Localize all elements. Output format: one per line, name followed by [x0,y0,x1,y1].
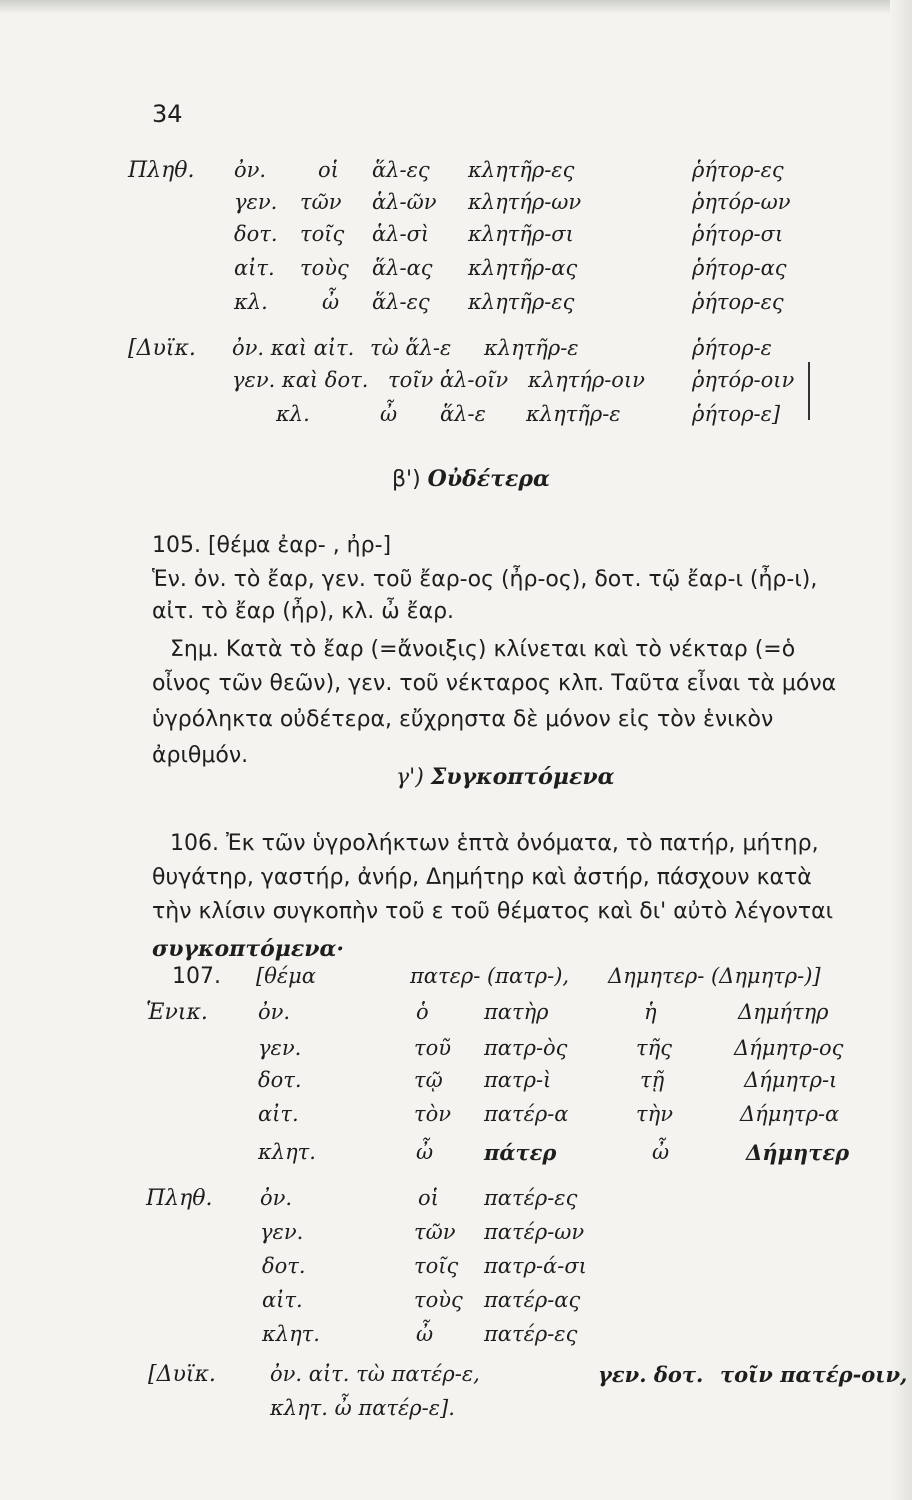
form-kleter: κλητῆρ-ες [468,290,575,314]
plural-label: Πληθ. [128,158,195,183]
case-label: αἰτ. [234,256,275,280]
form-hals: ἅλ-ες [372,158,430,182]
article: τοῖς [300,222,345,246]
case-label: ὀν. [260,1186,293,1210]
article: οἱ [318,158,339,182]
case-label: γεν. [258,1036,302,1060]
form-hals: τὼ ἅλ-ε [370,336,452,360]
article-fem: τὴν [636,1102,673,1126]
form-rhetor: ῥήτορ-ας [692,256,787,280]
case-label: αἰτ. [258,1102,299,1126]
article: ὦ [416,1322,434,1346]
case-label: ὀν. [234,158,267,182]
form-pater: πατρ-ὶ [484,1068,552,1092]
form-kleter: κλητήρ-ων [468,190,582,214]
dual-line: ὀν. αἰτ. τὼ πατέρ-ε, [270,1362,480,1386]
form-pater: πατέρ-α [484,1102,569,1126]
case-label: κλητ. [258,1140,316,1164]
stem-pater: πατερ- (πατρ-), [410,964,570,988]
text-line: 106. Ἐκ τῶν ὑγρολήκτων ἑπτὰ ὀνόματα, τὸ πατήρ, μήτηρ, [170,831,819,856]
form-hals: τοῖν ἁλ-οῖν [388,368,509,392]
form-pater: πατέρ-ων [484,1220,585,1244]
text-line: ὑγρόληκτα οὐδέτερα, εὔχρηστα δὲ μόνον εἰς τὸν ἑνικὸν [152,707,774,732]
form-kleter: κλητῆρ-ε [484,336,579,360]
case-label: ὀν. καὶ αἰτ. [232,336,355,360]
form-rhetor: ῥήτορ-ε [692,336,772,360]
dual-label: [Δυϊκ. [148,1362,216,1387]
form-kleter: κλητῆρ-ας [468,256,578,280]
article-fem: τῆς [636,1036,672,1060]
form-rhetor: ῥήτορ-ες [692,158,784,182]
text-line: θυγάτηρ, γαστήρ, ἀνήρ, Δημήτηρ καὶ ἀστήρ, πάσχουν κατὰ [152,865,812,890]
article: τοὺς [300,256,349,280]
form-demeter: Δημήτηρ [738,1000,829,1024]
form-rhetor: ῥήτορ-ε] [692,402,781,426]
article: ὁ [416,1000,429,1024]
form-pater: πατὴρ [484,1000,549,1024]
form-hals: ἅλ-ε [440,402,486,426]
case-label: δοτ. [258,1068,302,1092]
paragraph-number: 107. [172,964,221,989]
article: τῶν [414,1220,456,1244]
case-label: κλ. [276,402,310,426]
text-line: τὴν κλίσιν συγκοπὴν τοῦ ε τοῦ θέματος καὶ δι' αὐτὸ λέγονται [152,899,834,924]
form-hals: ἁλ-ῶν [372,190,437,214]
article: τῶν [300,190,342,214]
form-pater: πατέρ-ες [484,1186,578,1210]
dual-case: γεν. δοτ. [598,1362,704,1387]
case-label: δοτ. [262,1254,306,1278]
stem-demeter: Δημητερ- (Δημητρ-)] [608,964,821,988]
text-line: Ἑν. ὀν. τὸ ἔαρ, γεν. τοῦ ἔαρ-ος (ἦρ-ος), δοτ. τῷ ἔαρ-ι (ἦρ-ι), [152,567,818,592]
section-title: Συγκοπτόμενα [430,764,615,790]
form-demeter: Δήμητρ-ος [734,1036,844,1060]
page-number: 34 [152,100,183,128]
section-heading-neuters [392,466,550,492]
article: ὦ [380,402,398,426]
form-rhetor: ῥήτορ-ες [692,290,784,314]
case-label: κλητ. [262,1322,320,1346]
stem-label: [θέμα [256,964,316,988]
form-demeter: Δήμητρ-α [740,1102,840,1126]
text-line: 105. [θέμα ἐαρ- , ἠρ-] [152,533,392,558]
article: τοῦ [414,1036,452,1060]
case-label: ὀν. [258,1000,291,1024]
form-demeter: Δήμητρ-ι [744,1068,838,1092]
section-number: β') [392,467,421,492]
form-demeter: Δήμητερ [746,1140,850,1165]
form-kleter: κλητήρ-οιν [528,368,645,392]
form-hals: ἅλ-ας [372,256,433,280]
text-line: ἀριθμόν. [152,743,249,768]
form-pater: πατέρ-ας [484,1288,581,1312]
form-rhetor: ῥήτορ-σι [692,222,784,246]
form-pater: πάτερ [484,1140,557,1165]
article: τῷ [414,1068,443,1092]
text-line: Σημ. Κατὰ τὸ ἔαρ (=ἄνοιξις) κλίνεται καὶ τὸ νέκταρ (=ὁ [170,637,796,662]
text-line: αἰτ. τὸ ἔαρ (ἦρ), κλ. ὦ ἔαρ. [152,599,455,624]
form-rhetor: ῥητόρ-οιν [692,368,795,392]
margin-rule [808,362,810,420]
case-label: γεν. καὶ δοτ. [232,368,369,392]
form-rhetor: ῥητόρ-ων [692,190,791,214]
dual-label: [Δυϊκ. [128,336,196,361]
form-pater: πατρ-ὸς [484,1036,568,1060]
article: τὸν [414,1102,452,1126]
form-hals: ἅλ-ες [372,290,430,314]
case-label: γεν. [234,190,278,214]
section-number: γ') [396,765,424,790]
section-title: Οὐδέτερα [427,466,550,492]
article: τοῖς [414,1254,459,1278]
case-label: αἰτ. [262,1288,303,1312]
dual-form: τοῖν πατέρ-οιν, [720,1362,908,1387]
case-label: δοτ. [234,222,278,246]
article: ὦ [416,1140,434,1164]
section-heading-syncopated [396,764,615,790]
scan-edge [0,0,912,14]
form-hals: ἁλ-σὶ [372,222,430,246]
article: τοὺς [414,1288,463,1312]
article-fem: ὦ [652,1140,670,1164]
case-label: κλ. [234,290,268,314]
form-pater: πατέρ-ες [484,1322,578,1346]
form-kleter: κλητῆρ-ες [468,158,575,182]
case-label: γεν. [260,1220,304,1244]
singular-label: Ἑνικ. [146,1000,208,1025]
text-line: οἶνος τῶν θεῶν), γεν. τοῦ νέκταρος κλπ. Ταῦτα εἶναι τὰ μόνα [152,671,837,696]
article-fem: τῇ [640,1068,665,1092]
article: οἱ [418,1186,439,1210]
form-kleter: κλητῆρ-σι [468,222,574,246]
article: ὦ [322,290,340,314]
form-kleter: κλητῆρ-ε [526,402,621,426]
text-line: συγκοπτόμενα· [152,936,345,962]
dual-line: κλητ. ὦ πατέρ-ε]. [270,1396,455,1420]
article-fem: ἡ [644,1000,657,1024]
form-pater: πατρ-ά-σι [484,1254,587,1278]
plural-label: Πληθ. [146,1186,213,1211]
